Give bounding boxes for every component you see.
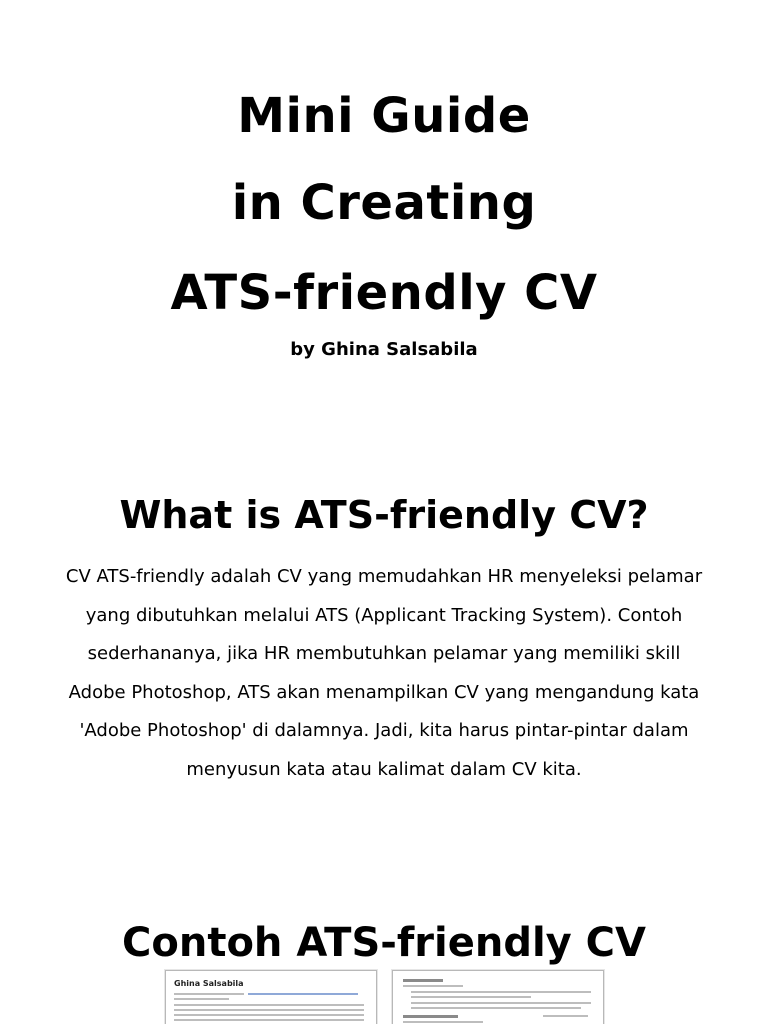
title-line-2: in Creating: [231, 175, 537, 231]
cv-text-line: [403, 1021, 483, 1023]
cv-text-line: [403, 979, 443, 982]
cv-text-line: [174, 998, 229, 1000]
cv-text-line: [174, 1019, 364, 1021]
cv-bullet-line: [411, 996, 531, 998]
paragraph-line: yang dibutuhkan melalui ATS (Applicant Tracking System). Contoh: [85, 604, 683, 626]
cv-example-thumbnail-left: [165, 970, 377, 1024]
cv-bullet-line: [411, 1007, 581, 1009]
paragraph-line: CV ATS-friendly adalah CV yang memudahkan HR menyeleksi pelamar: [65, 566, 703, 587]
cv-text-line: [174, 993, 244, 995]
paragraph-line: menyusun kata atau kalimat dalam CV kita.: [186, 758, 582, 780]
examples-heading: Contoh ATS-friendly CV: [122, 920, 646, 966]
title-line-3: ATS-friendly CV: [170, 265, 598, 321]
title-line-1: Mini Guide: [237, 88, 531, 144]
cv-name: Ghina Salsabila: [174, 979, 244, 988]
cv-text-line: [174, 1004, 364, 1006]
cv-bullet-line: [411, 1002, 591, 1004]
section-heading: What is ATS-friendly CV?: [119, 493, 649, 537]
paragraph-line: sederhananya, jika HR membutuhkan pelamar yang memiliki skill: [87, 643, 681, 664]
paragraph-line: 'Adobe Photoshop' di dalamnya. Jadi, kita harus pintar-pintar dalam: [79, 720, 689, 741]
paragraph-line: Adobe Photoshop, ATS akan menampilkan CV yang mengandung kata: [68, 681, 700, 703]
body-paragraph: [60, 558, 708, 789]
cv-text-line: [174, 1014, 364, 1016]
cv-text-line: [403, 1015, 458, 1018]
cv-link-line: [248, 993, 358, 995]
cv-example-thumbnail-right: [392, 970, 604, 1024]
cv-text-line: [543, 1015, 588, 1017]
cv-text-line: [403, 985, 463, 987]
cv-text-line: [174, 1009, 364, 1011]
author-byline: by Ghina Salsabila: [290, 339, 478, 360]
cv-bullet-line: [411, 991, 591, 993]
